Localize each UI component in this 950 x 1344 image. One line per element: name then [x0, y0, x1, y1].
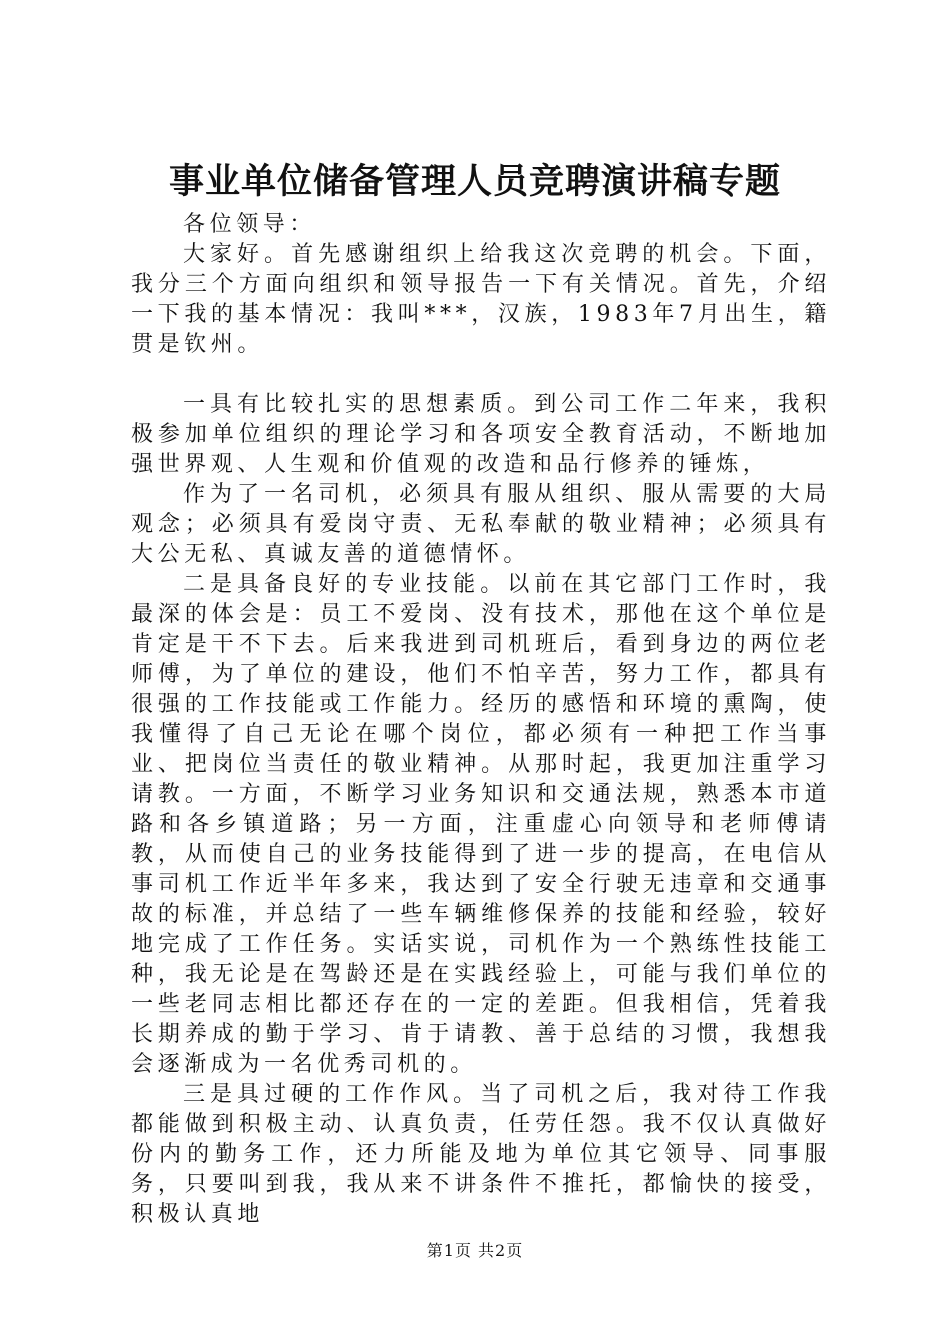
paragraph-work-style: 三是具过硬的工作作风。当了司机之后，我对待工作我都能做到积极主动、认真负责，任劳任怨。我不仅认真做好份内的勤务工作，还力所能及地为单位其它领导、同事服务，只要叫到我，我从来不讲条件不推托，都愉快的接受，积极认真地: [131, 1082, 831, 1227]
paragraph-driver-duty: 作为了一名司机，必须具有服从组织、服从需要的大局观念；必须具有爱岗守责、无私奉献的敬业精神；必须具有大公无私、真诚友善的道德情怀。: [131, 482, 831, 567]
paragraph-introduction: 大家好。首先感谢组织上给我这次竞聘的机会。下面，我分三个方面向组织和领导报告一下有关情况。首先，介绍一下我的基本情况：我叫***，汉族，1983年7月出生，籍贯是钦州。: [131, 242, 831, 357]
document-title: 事业单位储备管理人员竞聘演讲稿专题: [168, 161, 781, 202]
paragraph-professional-skills: 二是具备良好的专业技能。以前在其它部门工作时，我最深的体会是：员工不爱岗、没有技术，那他在这个单位是肯定是干不下去。后来我进到司机班后，看到身边的两位老师傅，为了单位的建设，他们不怕辛苦，努力工作，都具有很强的工作技能或工作能力。经历的感悟和环境的熏陶，使我懂得了自己无论在哪个岗位，都必须有一种把工作当事业、把岗位当责任的敬业精神。从那时起，我更加注重学习请教。一方面，不断学习业务知识和交通法规，熟悉本市道路和各乡镇道路；另一方面，注重虚心向领导和老师傅请教，从而使自己的业务技能得到了进一步的提高，在电信从事司机工作近半年多来，我达到了安全行驶无违章和交通事故的标准，并总结了一些车辆维修保养的技能和经验，较好地完成了工作任务。实话实说，司机作为一个熟练性技能工种，我无论是在驾龄还是在实践经验上，可能与我们单位的一些老同志相比都还存在的一定的差距。但我相信，凭着我长期养成的勤于学习、肯于请教、善于总结的习惯，我想我会逐渐成为一名优秀司机的。: [131, 572, 831, 1077]
document-body: [131, 210, 831, 1230]
page-number-footer: 第1页 共2页: [426, 1241, 524, 1260]
paragraph-ideology: 一具有比较扎实的思想素质。到公司工作二年来，我积极参加单位组织的理论学习和各项安全教育活动，不断地加强世界观、人生观和价值观的改造和品行修养的锤炼，: [131, 392, 831, 477]
paragraph-salutation: 各位领导：: [183, 212, 317, 237]
